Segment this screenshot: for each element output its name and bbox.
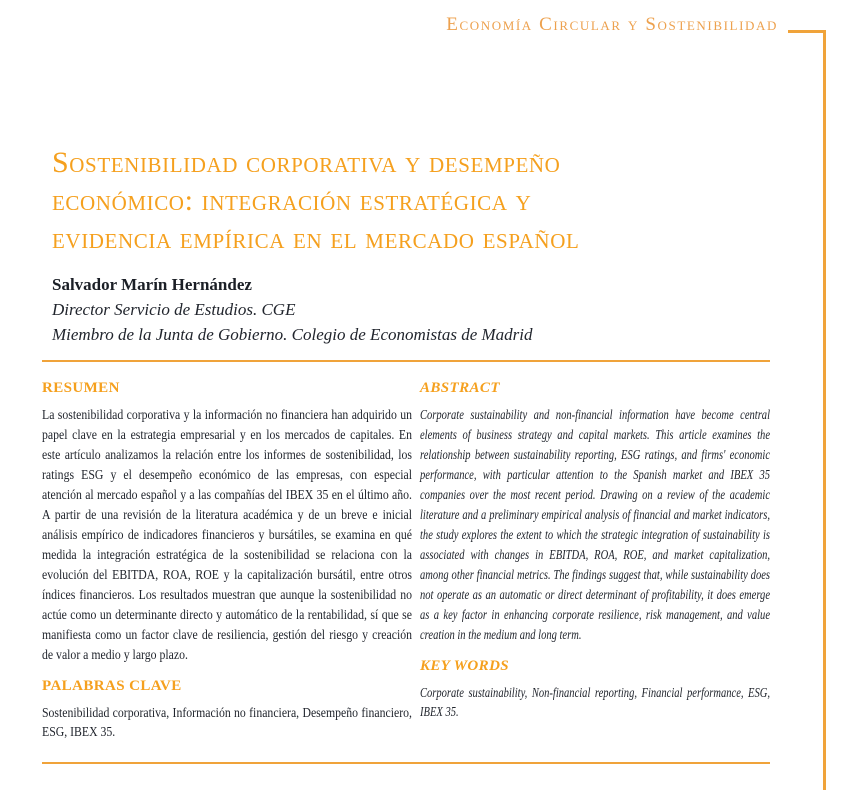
header-rule-horizontal [788,30,826,33]
separator-rule-top [42,360,770,362]
abstract-heading: ABSTRACT [420,380,500,396]
article-title [52,144,752,258]
resumen-body: La sostenibilidad corporativa y la información no financiera han adquirido un papel clave en la estrategia empresarial y en los mercados de capitales. En este artículo analizamos la relación entre los informes de sostenibilidad, los ratings ESG y el desempeño económico de las empresas, con especial atención al mercado español y a las compañías del IBEX 35 en el último año. A partir de una revisión de la literatura académica y de un breve e inicial análisis empírico de indicadores financieros y bursátiles, se examina en qué medida la integración estratégica de la sostenibilidad se relaciona con la evolución del EBITDA, ROA, ROE y la capitalización bursátil, entre otros índices financieros. Los resultados muestran que aunque la sostenibilidad no actúe como un determinante directo y automático de la rentabilidad, sí que se manifiesta como un factor clave de resiliencia, gestión del riesgo y creación de valor a medio y largo plazo. [42,408,412,663]
palabras-clave-body-wrap [42,704,412,742]
key-words-heading: KEY WORDS [420,658,510,674]
author-role-1: Director Servicio de Estudios. CGE [52,300,296,319]
palabras-clave-body: Sostenibilidad corporativa, Información no financiera, Desempeño financiero, ESG, IBEX 35. [42,706,412,740]
article-title-line-1: Sostenibilidad corporativa y desempeño [52,146,561,179]
resumen-column [42,380,412,742]
journal-section-header: Economía Circular y Sostenibilidad [446,14,778,35]
author-name: Salvador Marín Hernández [52,275,252,294]
abstract-body-wrap [420,406,770,646]
resumen-heading: RESUMEN [42,380,120,396]
page-rule-vertical [823,30,826,790]
key-words-body-wrap [420,684,770,722]
article-title-line-2: económico: integración estratégica y [52,184,532,217]
author-role-2: Miembro de la Junta de Gobierno. Colegio de Economistas de Madrid [52,325,533,344]
palabras-clave-heading: PALABRAS CLAVE [42,678,182,694]
author-block [52,272,533,347]
abstract-body: Corporate sustainability and non-financial information have become central elements of business strategy and capital markets. This article examines the relationship between sustainability reporting, ESG ratings, and firms' economic performance, with particular attention to the Spanish market and IBEX 35 companies over the most recent period. Drawing on a review of the academic literature and a preliminary empirical analysis of financial and market indicators, the study explores the extent to which the strategic integration of sustainability is associated with changes in EBITDA, ROA, ROE, and market capitalization, among other financial metrics. The findings suggest that, while sustainability does not operate as an automatic or direct determinant of profitability, it does emerge as a key factor in enhancing corporate resilience, risk management, and value creation in the medium and long term. [420,408,771,643]
article-title-line-3: evidencia empírica en el mercado español [52,222,580,255]
key-words-body: Corporate sustainability, Non-financial reporting, Financial performance, ESG, IBEX 35. [420,686,771,720]
resumen-body-wrap [42,406,412,666]
abstract-column [420,380,770,722]
separator-rule-bottom [42,762,770,764]
